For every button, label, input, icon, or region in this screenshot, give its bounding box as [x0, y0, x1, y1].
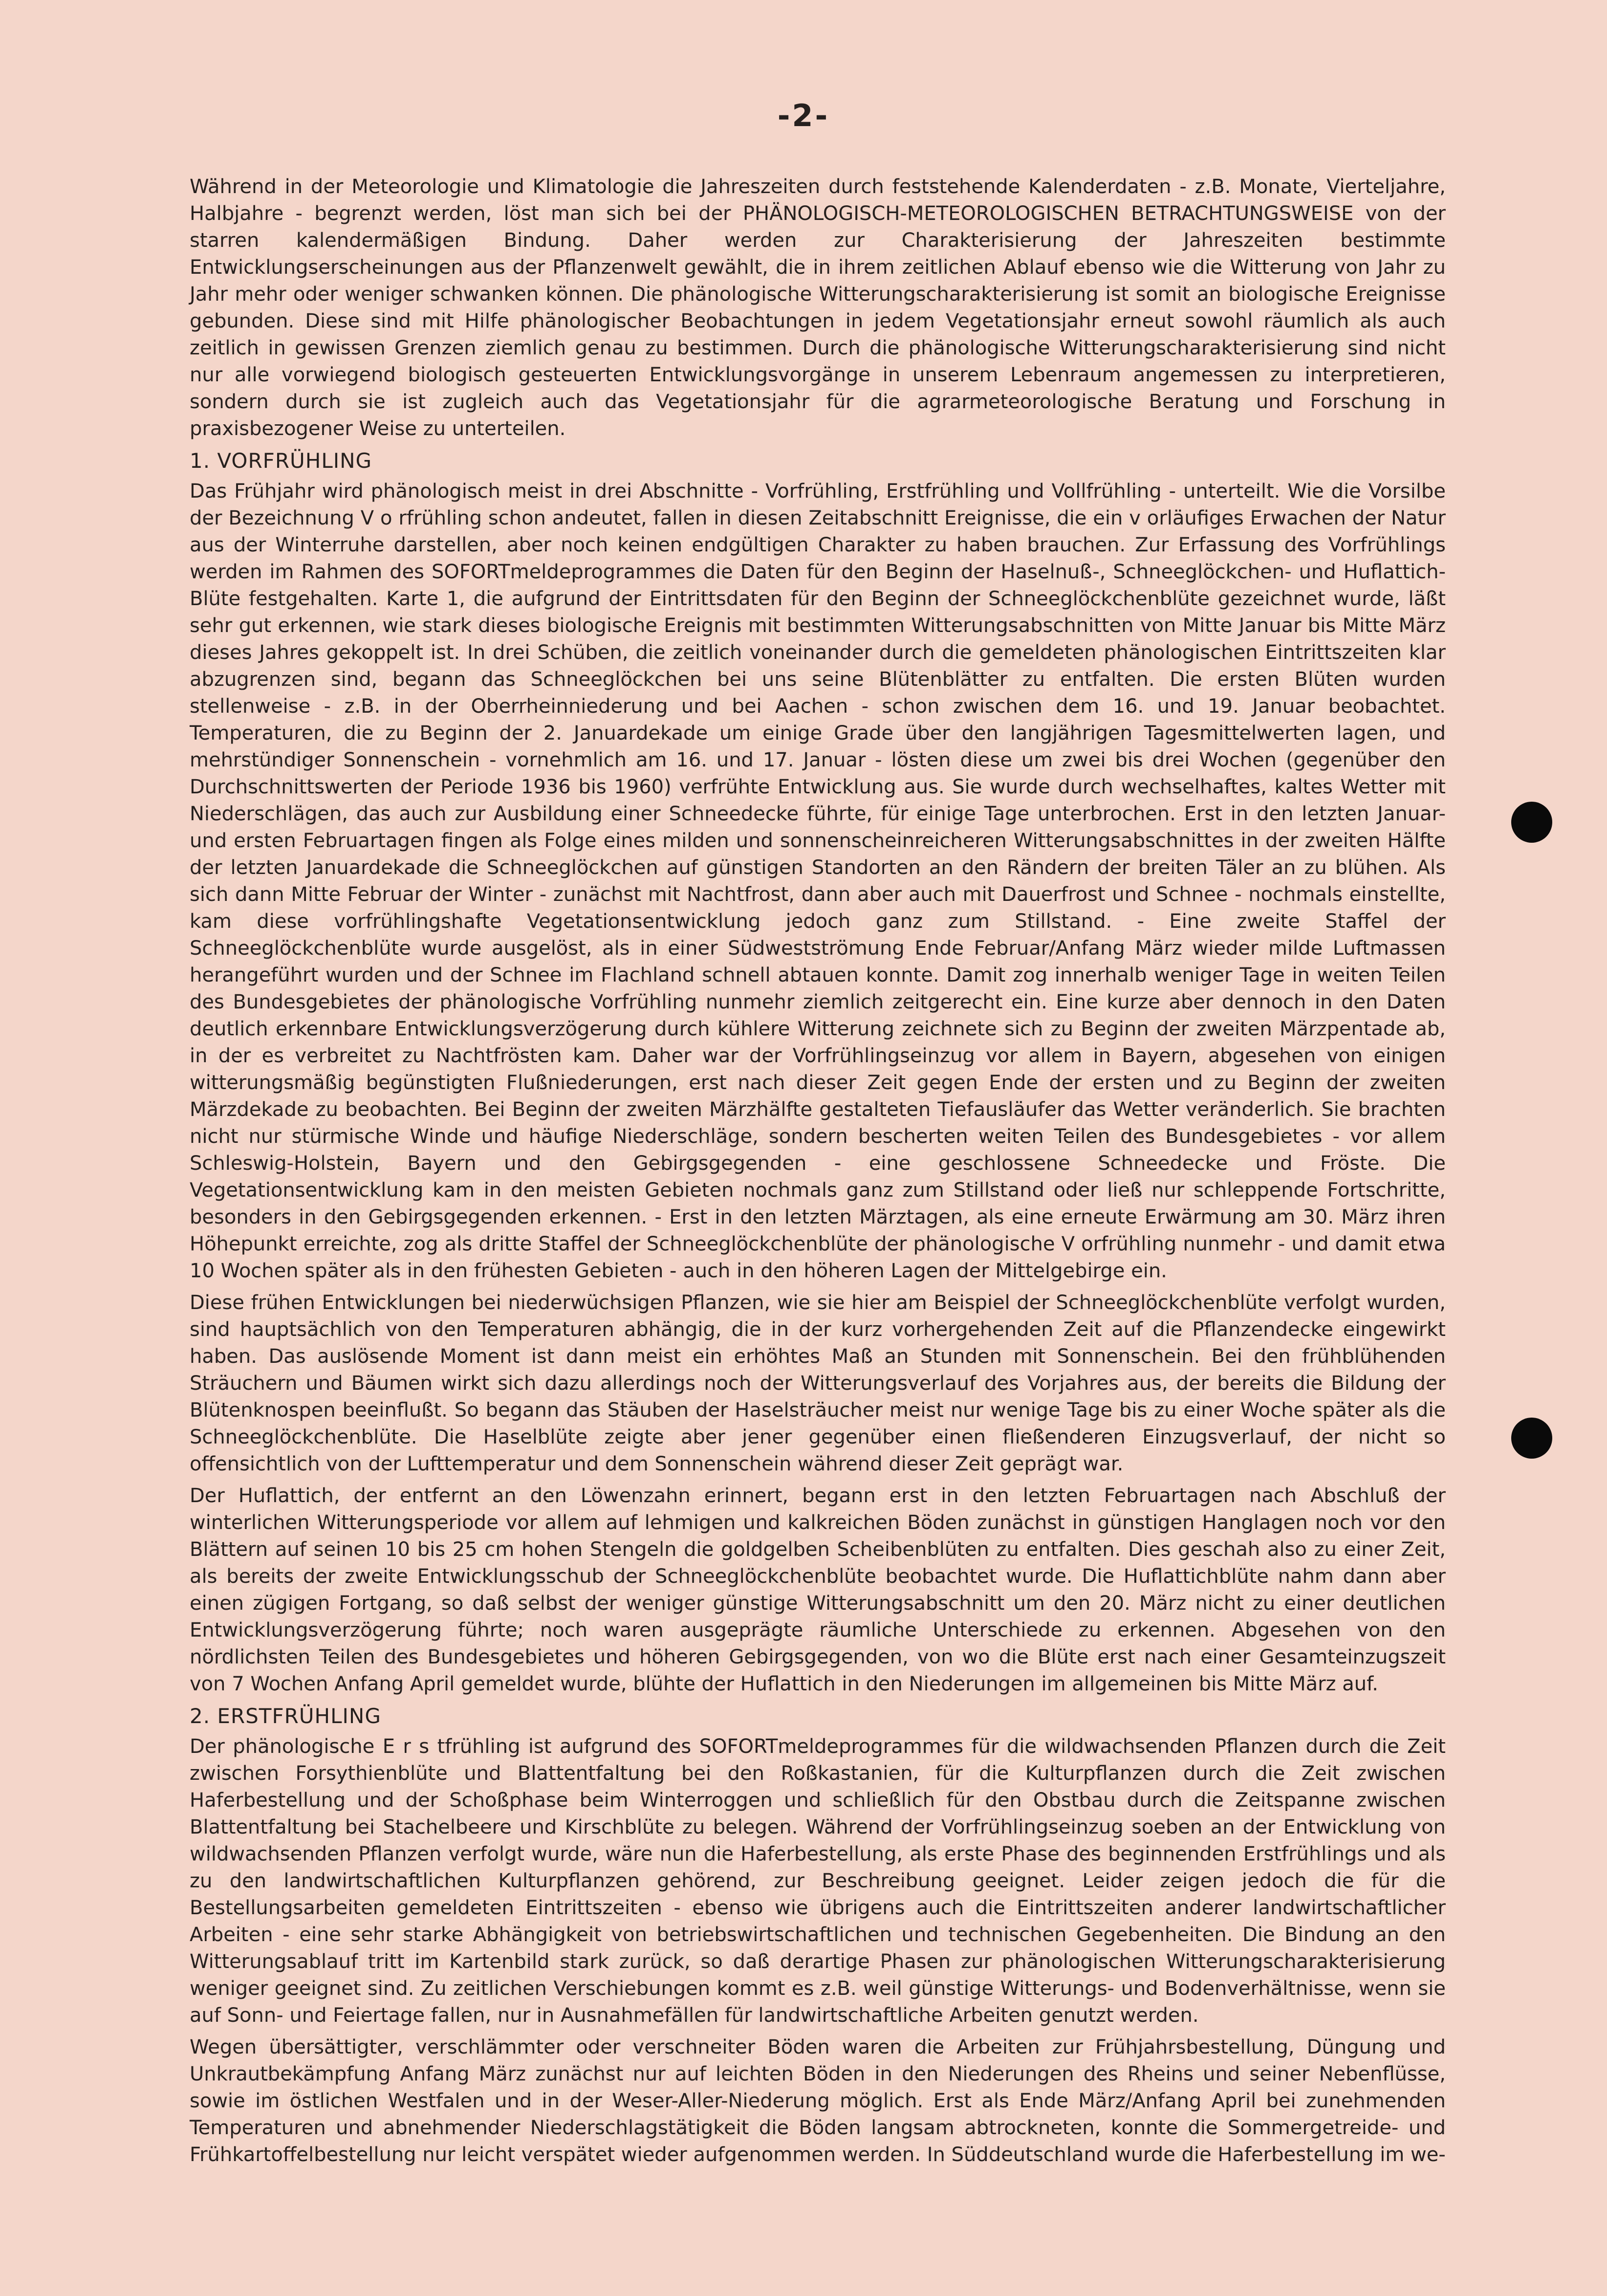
paragraph: Das Frühjahr wird phänologisch meist in drei Abschnitte - Vorfrühling, Erstfrühling und Vollfrühling - unterteilt. Wie die Vorsilbe der Bezeichnung V o rfrühling schon andeutet, fallen in diesen Zeitabschnitt Ereignisse, die ein v orläufiges Erwachen der Natur aus der Winterruhe darstellen, aber noch keinen endgültigen Charakter zu haben brauchen. Zur Erfassung des Vorfrühlings werden im Rahmen des SOFORTmeldeprogrammes die Daten für den Beginn der Haselnuß-, Schneeglöckchen- und Huflattich-Blüte festgehalten. Karte 1, die aufgrund der Eintrittsdaten für den Beginn der Schneeglöckchenblüte gezeichnet wurde, läßt sehr gut erkennen, wie stark dieses biologische Ereignis mit bestimmten Witterungsabschnitten von Mitte Januar bis Mitte März dieses Jahres gekoppelt ist. In drei Schüben, die zeitlich voneinander durch die gemeldeten phänologischen Eintrittszeiten klar abzugrenzen sind, begann das Schneeglöckchen bei uns seine Blütenblätter zu entfalten. Die ersten Blüten wurden stellenweise - z.B. in der Oberrheinniederung und bei Aachen - schon zwischen dem 16. und 19. Januar beobachtet. Temperaturen, die zu Beginn der 2. Januardekade um einige Grade über den langjährigen Tagesmittelwerten lagen, und mehrstündiger Sonnenschein - vornehmlich am 16. und 17. Januar - lösten diese um zwei bis drei Wochen (gegenüber den Durchschnittswerten der Periode 1936 bis 1960) verfrühte Entwicklung aus. Sie wurde durch wechselhaftes, kaltes Wetter mit Niederschlägen, das auch zur Ausbildung einer Schneedecke führte, für einige Tage unterbrochen. Erst in den letzten Januar- und ersten Februartagen fingen als Folge eines milden und sonnenscheinreicheren Witterungsabschnittes in der zweiten Hälfte der letzten Januardekade die Schneeglöckchen auf günstigen Standorten an den Rändern der breiten Täler an zu blühen. Als sich dann Mitte Februar der Winter - zunächst mit Nachtfrost, dann aber auch mit Dauerfrost und Schnee - nochmals einstellte, kam diese vorfrühlingshafte Vegetationsentwicklung jedoch ganz zum Stillstand. - Eine zweite Staffel der Schneeglöckchenblüte wurde ausgelöst, als in einer Südwestströmung Ende Februar/Anfang März wieder milde Luftmassen herangeführt wurden und der Schnee im Flachland schnell abtauen konnte. Damit zog innerhalb weniger Tage in weiten Teilen des Bundesgebietes der phänologische Vorfrühling nunmehr ziemlich zeitgerecht ein. Eine kurze aber dennoch in den Daten deutlich erkennbare Entwicklungsverzögerung durch kühlere Witterung zeichnete sich zu Beginn der zweiten Märzpentade ab, in der es verbreitet zu Nachtfrösten kam. Daher war der Vorfrühlingseinzug vor allem in Bayern, abgesehen von einigen witterungsmäßig begünstigten Flußniederungen, erst nach dieser Zeit gegen Ende der ersten und zu Beginn der zweiten Märzdekade zu beobachten. Bei Beginn der zweiten Märzhälfte gestalteten Tiefausläufer das Wetter veränderlich. Sie brachten nicht nur stürmische Winde und häufige Niederschläge, sondern bescherten weiten Teilen des Bundesgebietes - vor allem Schleswig-Holstein, Bayern und den Gebirgsgegenden - eine geschlossene Schneedecke und Fröste. Die Vegetationsentwicklung kam in den meisten Gebieten nochmals ganz zum Stillstand oder ließ nur schleppende Fortschritte, besonders in den Gebirgsgegenden erkennen. - Erst in den letzten Märztagen, als eine erneute Erwärmung am 30. März ihren Höhepunkt erreichte, zog als dritte Staffel der Schneeglöckchenblüte der phänologische V orfrühling nunmehr - und damit etwa 10 Wochen später als in den frühesten Gebieten - auch in den höheren Lagen der Mittelgebirge ein. — [190, 480, 1446, 1282]
section-heading-vorfruehling: 1. VORFRÜHLING — [190, 449, 372, 473]
document-body — [190, 174, 1446, 2173]
intro-paragraph: Während in der Meteorologie und Klimatologie die Jahreszeiten durch feststehende Kalenderdaten - z.B. Monate, Vierteljahre, Halbjahre - begrenzt werden, löst man sich bei der PHÄNOLOGISCH-METEOROLOGISCHEN BETRACHTUNGSWEISE von der starren kalendermäßigen Bindung. Daher werden zur Charakterisierung der Jahreszeiten bestimmte Entwicklungserscheinungen aus der Pflanzenwelt gewählt, die in ihrem zeitlichen Ablauf ebenso wie die Witterung von Jahr zu Jahr mehr oder weniger schwanken können. Die phänologische Witterungscharakterisierung ist somit an biologische Ereignisse gebunden. Diese sind mit Hilfe phänologischer Beobachtungen in jedem Vegetationsjahr erneut sowohl räumlich als auch zeitlich in gewissen Grenzen ziemlich genau zu bestimmen. Durch die phänologische Witterungscharakterisierung sind nicht nur alle vorwiegend biologisch gesteuerten Entwicklungsvorgänge in unserem Lebenraum angemessen zu interpretieren, sondern durch sie ist zugleich auch das Vegetationsjahr für die agrarmeteorologische Beratung und Forschung in praxisbezogener Weise zu unterteilen. — [190, 175, 1446, 440]
paragraph: Wegen übersättigter, verschlämmter oder verschneiter Böden waren die Arbeiten zur Frühjahrsbestellung, Düngung und Unkrautbekämpfung Anfang März zunächst nur auf leichten Böden in den Niederungen des Rheins und seiner Nebenflüsse, sowie im östlichen Westfalen und in der Weser-Aller-Niederung möglich. Erst als Ende März/Anfang April bei zunehmenden Temperaturen und abnehmender Niederschlagstätigkeit die Böden langsam abtrockneten, konnte die Sommergetreide- und Frühkartoffelbestellung nur leicht verspätet wieder aufgenommen werden. In Süddeutschland wurde die Haferbestellung im we- — [190, 2036, 1446, 2166]
section-heading-erstfruehling: 2. ERSTFRÜHLING — [190, 1704, 381, 1728]
paragraph: Der phänologische E r s tfrühling ist aufgrund des SOFORTmeldeprogrammes für die wildwachsenden Pflanzen durch die Zeit zwischen Forsythienblüte und Blattentfaltung bei den Roßkastanien, für die Kulturpflanzen durch die Zeit zwischen Haferbestellung und der Schoßphase beim Winterroggen und schließlich für den Obstbau durch die Zeitspanne zwischen Blattentfaltung bei Stachelbeere und Kirschblüte zu belegen. Während der Vorfrühlingseinzug soeben an der Entwicklung von wildwachsenden Pflanzen verfolgt wurde, wäre nun die Haferbestellung, als erste Phase des beginnenden Erstfrühlings und als zu den landwirtschaftlichen Kulturpflanzen gehörend, zur Beschreibung geeignet. Leider zeigen jedoch die für die Bestellungsarbeiten gemeldeten Eintrittszeiten - ebenso wie übrigens auch die Eintrittszeiten anderer landwirtschaftlicher Arbeiten - eine sehr starke Abhängigkeit von betriebswirtschaftlichen und technischen Gegebenheiten. Die Bindung an den Witterungsablauf tritt im Kartenbild stark zurück, so daß derartige Phasen zur phänologischen Witterungscharakterisierung weniger geeignet sind. Zu zeitlichen Verschiebungen kommt es z.B. weil günstige Witterungs- und Bodenverhältnisse, wenn sie auf Sonn- und Feiertage fallen, nur in Ausnahmefällen für landwirtschaftliche Arbeiten genutzt werden. — [190, 1735, 1446, 2027]
punch-hole — [1511, 1418, 1552, 1459]
page-number: -2- — [777, 98, 830, 133]
punch-hole — [1511, 802, 1552, 843]
paragraph: Der Huflattich, der entfernt an den Löwenzahn erinnert, begann erst in den letzten Februartagen nach Abschluß der winterlichen Witterungsperiode vor allem auf lehmigen und kalkreichen Böden zunächst in günstigen Hanglagen noch vor den Blättern auf seinen 10 bis 25 cm hohen Stengeln die goldgelben Scheibenblüten zu entfalten. Dies geschah also zu einer Zeit, als bereits der zweite Entwicklungsschub der Schneeglöckchenblüte beobachtet wurde. Die Huflattichblüte nahm dann aber einen zügigen Fortgang, so daß selbst der weniger günstige Witterungsabschnitt um den 20. März nicht zu einer deutlichen Entwicklungsverzögerung führte; noch waren ausgeprägte räumliche Unterschiede zu erkennen. Abgesehen von den nördlichsten Teilen des Bundesgebietes und höheren Gebirgsgegenden, von wo die Blüte erst nach einer Gesamteinzugszeit von 7 Wochen Anfang April gemeldet wurde, blühte der Huflattich in den Niederungen im allgemeinen bis Mitte März auf. — [190, 1485, 1446, 1695]
paragraph: Diese frühen Entwicklungen bei niederwüchsigen Pflanzen, wie sie hier am Beispiel der Schneeglöckchenblüte verfolgt wurden, sind hauptsächlich von den Temperaturen abhängig, die in der kurz vorhergehenden Zeit auf die Pflanzendecke eingewirkt haben. Das auslösende Moment ist dann meist ein erhöhtes Maß an Stunden mit Sonnenschein. Bei den frühblühenden Sträuchern und Bäumen wirkt sich dazu allerdings noch der Witterungsverlauf des Vorjahres aus, der bereits die Bildung der Blütenknospen beeinflußt. So begann das Stäuben der Haselsträucher meist nur wenige Tage bis zu einer Woche später als die Schneeglöckchenblüte. Die Haselblüte zeigte aber jener gegenüber einen fließenderen Einzugsverlauf, der nicht so offensichtlich von der Lufttemperatur und dem Sonnenschein während dieser Zeit geprägt war. — [190, 1291, 1446, 1475]
